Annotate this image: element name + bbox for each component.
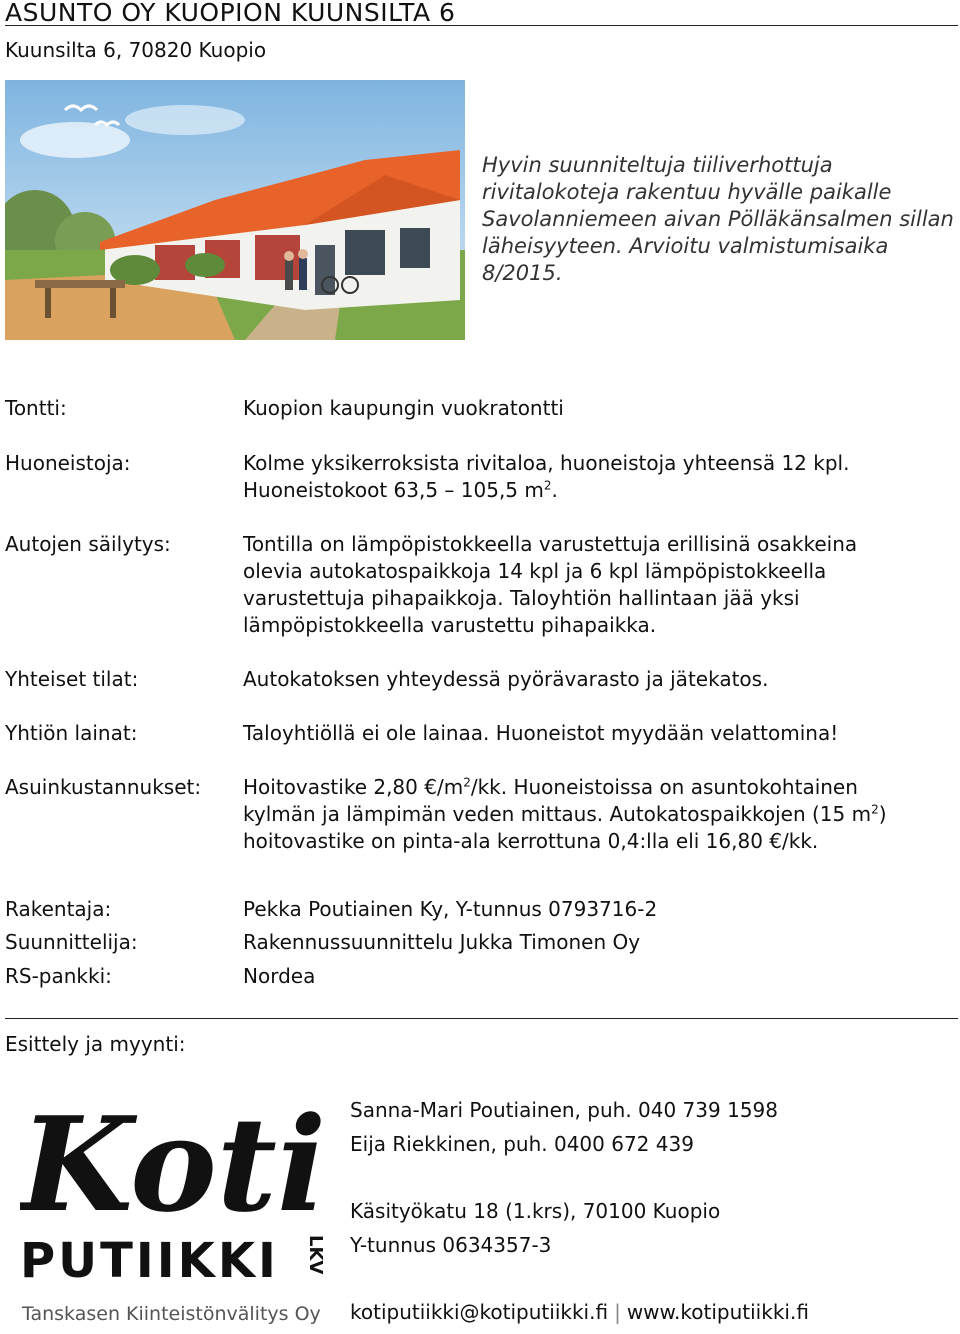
svg-text:PUTIIKKI: PUTIIKKI (20, 1233, 279, 1289)
separator: | (614, 1300, 621, 1324)
bank-value: Nordea (243, 964, 316, 988)
website-link[interactable]: www.kotiputiikki.fi (626, 1300, 809, 1324)
svg-text:Koti: Koti (20, 1088, 327, 1241)
plot-value: Kuopion kaupungin vuokratontti (243, 396, 564, 420)
web-contacts (350, 1299, 809, 1326)
bank-label: RS-pankki: (5, 964, 112, 988)
contact-eija: Eija Riekkinen, puh. 0400 672 439 (350, 1132, 694, 1156)
designer-label: Suunnittelija: (5, 930, 138, 954)
intro-line: Hyvin suunniteltuja tiiliverhottuja (482, 153, 833, 177)
shared-spaces-label: Yhteiset tilat: (5, 667, 139, 691)
svg-text:Tanskasen Kiinteistönvälitys O: Tanskasen Kiinteistönvälitys Oy (22, 1303, 321, 1325)
office-address: Käsityökatu 18 (1.krs), 70100 Kuopio (350, 1199, 721, 1223)
page-title: ASUNTO OY KUOPION KUUNSILTA 6 (5, 0, 456, 27)
person (285, 260, 293, 290)
parking-value: Tontilla on lämpöpistokkeella varustettuja erillisinä osakkeina olevia autokatospaikkoja 14 kpl ja 6 kpl lämpöpistokkeella varustettuja pihapaikkoja. Taloyhtiön hallintaan jää yksi lämpöpistokkeella varustettu pihapaikka. (243, 532, 858, 637)
svg-text:LKV: LKV (305, 1235, 326, 1275)
apartments-value: Kolme yksikerroksista rivitaloa, huoneistoja yhteensä 12 kpl. Huoneistokoot 63,5 – 105,5 $m^2$. (243, 451, 850, 502)
intro-line: rivitalokoteja rakentuu hyvälle paikalle (482, 180, 892, 204)
intro-line: Savolanniemeen aivan Pölläkänsalmen sillan (482, 207, 954, 231)
sales-heading: Esittely ja myynti: (5, 1032, 186, 1056)
builder-label: Rakentaja: (5, 897, 112, 921)
intro-line: läheisyyteen. Arvioitu valmistumisaika (482, 234, 889, 258)
email-link[interactable]: kotiputiikki@kotiputiikki.fi (350, 1300, 609, 1324)
business-id: Y-tunnus 0634357-3 (350, 1233, 552, 1257)
picnic-table (35, 280, 125, 288)
property-address: Kuunsilta 6, 70820 Kuopio (5, 38, 267, 62)
loans-label: Yhtiön lainat: (5, 721, 138, 745)
plot-label: Tontti: (5, 396, 67, 420)
apartments-label: Huoneistoja: (5, 451, 131, 475)
section-divider (5, 1018, 958, 1019)
shared-spaces-value: Autokatoksen yhteydessä pyörävarasto ja jätekatos. (243, 667, 769, 691)
loans-value: Taloyhtiöllä ei ole lainaa. Huoneistot myydään velattomina! (243, 721, 839, 745)
living-costs-value: Hoitovastike 2,80 $€/m^2/kk$. Huoneistoissa on asuntokohtainen kylmän ja lämpimän veden mittaus. Autokatospaikkojen (15 $m^2$) hoitovastike on pinta-ala kerrottuna 0,4:lla eli 16,80 €/kk. (243, 775, 887, 853)
koti-putiikki-logo (20, 1085, 330, 1330)
parking-label: Autojen säilytys: (5, 532, 171, 556)
building-rendering (5, 80, 465, 340)
intro-text (482, 152, 954, 287)
living-costs-label: Asuinkustannukset: (5, 775, 202, 799)
contact-sanna-mari: Sanna-Mari Poutiainen, puh. 040 739 1598 (350, 1098, 778, 1122)
designer-value: Rakennussuunnittelu Jukka Timonen Oy (243, 930, 641, 954)
title-divider (5, 25, 958, 26)
builder-value: Pekka Poutiainen Ky, Y-tunnus 0793716-2 (243, 897, 658, 921)
person (299, 258, 307, 290)
intro-line: 8/2015. (482, 261, 563, 285)
